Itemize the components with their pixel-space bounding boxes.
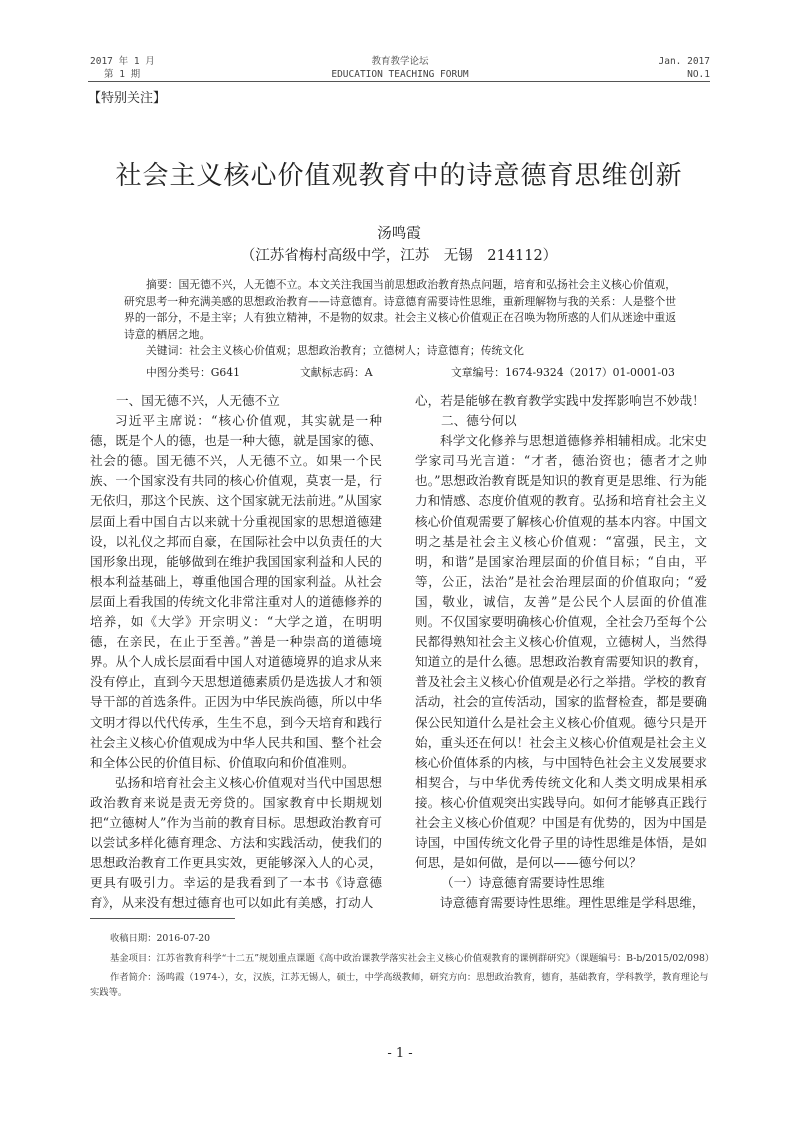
author-name: 汤鸣霞 — [377, 226, 421, 242]
journal-date — [90, 55, 155, 81]
footnotes — [90, 932, 715, 1005]
author-affiliation: （江苏省梅村高级中学，江苏 无锡 214112） — [240, 248, 558, 264]
journal-date-en-text: Jan. 2017 — [658, 56, 710, 67]
header-rule — [88, 81, 710, 82]
page-number: - 1 - — [387, 1046, 413, 1061]
fund-info: 基金项目：江苏省教育科学“十二五”规划重点课题《高中政治课教学落实社会主义核心价值观教育的课例群研究》（课题编号：B-b/2015/02/098） — [110, 952, 715, 964]
document-code: 文献标志码：A — [300, 366, 373, 379]
article-number: 文章编号：1674-9324（2017）01-0001-03 — [451, 366, 675, 379]
journal-date-text: 2017 年 1 月 — [90, 56, 155, 67]
body-paragraph: 弘扬和培育社会主义核心价值观对当代中国思想政治教育来说是责无旁贷的。国家教育中长期规划把“立德树人”作为当前的教育目标。思想政治教育可以尝试多样化德育理念、方法和实践活动，使我们的思想政治教育工作更具实效，更能够深入人的心灵，更具有吸引力。幸运的是我看到了一本书《诗意德育》，从来没有想过德育也可以如此有美感，打动人 — [90, 774, 382, 911]
clc-number: 中图分类号：G641 — [146, 366, 241, 379]
journal-name-cn: 教育教学论坛 — [371, 56, 429, 67]
journal-issue-en-text: NO.1 — [687, 69, 710, 80]
section-heading: 二、德兮何以 — [441, 413, 517, 429]
section-heading: 一、国无德不兴，人无德不立 — [116, 393, 280, 408]
journal-date-en — [600, 55, 710, 81]
body-paragraph: 诗意德育需要诗性思维。理性思维是学科思维， — [440, 895, 705, 911]
journal-issue-text: 第 1 期 — [104, 69, 141, 80]
body-right-column — [415, 391, 707, 913]
abstract-block — [124, 277, 676, 360]
abstract-text: 摘要：国无德不兴，人无德不立。本文关注我国当前思想政治教育热点问题，培育和弘扬社会主义核心价值观，研究思考一种充满美感的思想政治教育——诗意德育。诗意德育需要诗性思维，重新理解物与我的关系：人是整个世界的一部分，不是主宰；人有独立精神，不是物的奴隶。社会主义核心价值观正在召唤为物所惑的人们从迷途中重返诗意的栖居之地。 — [124, 278, 676, 341]
body-paragraph: 心，若是能够在教育教学实践中发挥影响岂不妙哉！ — [415, 393, 705, 408]
section-heading: （一）诗意德育需要诗性思维 — [441, 875, 605, 891]
received-date: 收稿日期：2016-07-20 — [110, 933, 211, 944]
body-paragraph: 科学文化修养与思想道德修养相辅相成。北宋史学家司马光言道：“才者，德治资也；德者才之帅也。”思想政治教育既是知识的教育更是思维、行为能力和情感、态度价值观的教育。弘扬和培育社会主义核心价值观需要了解核心价值观的基本内容。中国文明之基是社会主义核心价值观：“富强，民主，文明，和谐”是国家治理层面的价值目标；“自由，平等，公正，法治”是社会治理层面的价值取向；“爱国，敬业，诚信，友善”是公民个人层面的价值准则。不仅国家要明确核心价值观，全社会乃至每个公民都得熟知社会主义核心价值观，立德树人，当然得知道立的是什么德。思想政治教育需要知识的教育，普及社会主义核心价值观是必行之举措。学校的教育活动，社会的宣传活动，国家的监督检查，都是要确保公民知道什么是社会主义核心价值观。德兮只是开始，重头还在何以！社会主义核心价值观是社会主义核心价值体系的内核，与中国特色社会主义发展要求相契合，与中华优秀传统文化和人类文明成果相承接。核心价值观突出实践导向。如何才能够真正践行社会主义核心价值观？中国是有优势的，因为中国是诗国，中国传统文化骨子里的诗性思维是体悟，是如何思，是如何做，是何以——德兮何以？ — [415, 433, 707, 871]
section-tag: 【特别关注】 — [88, 91, 167, 106]
body-paragraph: 习近平主席说：“核心价值观，其实就是一种德，既是个人的德，也是一种大德，就是国家的德、社会的德。国无德不兴，人无德不立。如果一个民族、一个国家没有共同的核心价值观，莫衷一是，行无依归，那这个民族、这个国家就无法前进。”从国家层面上看中国自古以来就十分重视国家的思想道德建设，以礼仪之邦而自豪，在国际社会中以负责任的大国形象出现，能够做到在维护我国国家利益和人民的根本利益基础上，尊重他国合理的国家利益。从社会层面上看我国的传统文化非常注重对人的道德修养的培养，如《大学》开宗明义：“大学之道，在明明德，在亲民，在止于至善。”善是一种崇高的道德境界。从个人成长层面看中国人对道德境界的追求从来没有停止，直到今天思想道德素质仍是选拔人才和领导干部的首选条件。正因为中华民族尚德，所以中华文明才得以代代传承，生生不息，到今天培育和践行社会主义核心价值观成为中华人民共和国、整个社会和全体公民的价值目标、价值取向和价值准则。 — [90, 413, 382, 770]
body-left-column — [90, 391, 382, 913]
journal-name-en: EDUCATION TEACHING FORUM — [331, 69, 469, 80]
journal-name — [250, 55, 550, 81]
footnote-rule — [90, 918, 235, 919]
article-title: 社会主义核心价值观教育中的诗意德育思维创新 — [115, 161, 683, 191]
author-bio: 作者简介：汤鸣霞（1974-），女，汉族，江苏无锡人，硕士，中学高级教师，研究方向：思想政治教育，德育，基础教育，学科教学，教育理论与实践等。 — [90, 972, 709, 998]
keywords-text: 关键词：社会主义核心价值观；思想政治教育；立德树人；诗意德育；传统文化 — [146, 344, 524, 358]
